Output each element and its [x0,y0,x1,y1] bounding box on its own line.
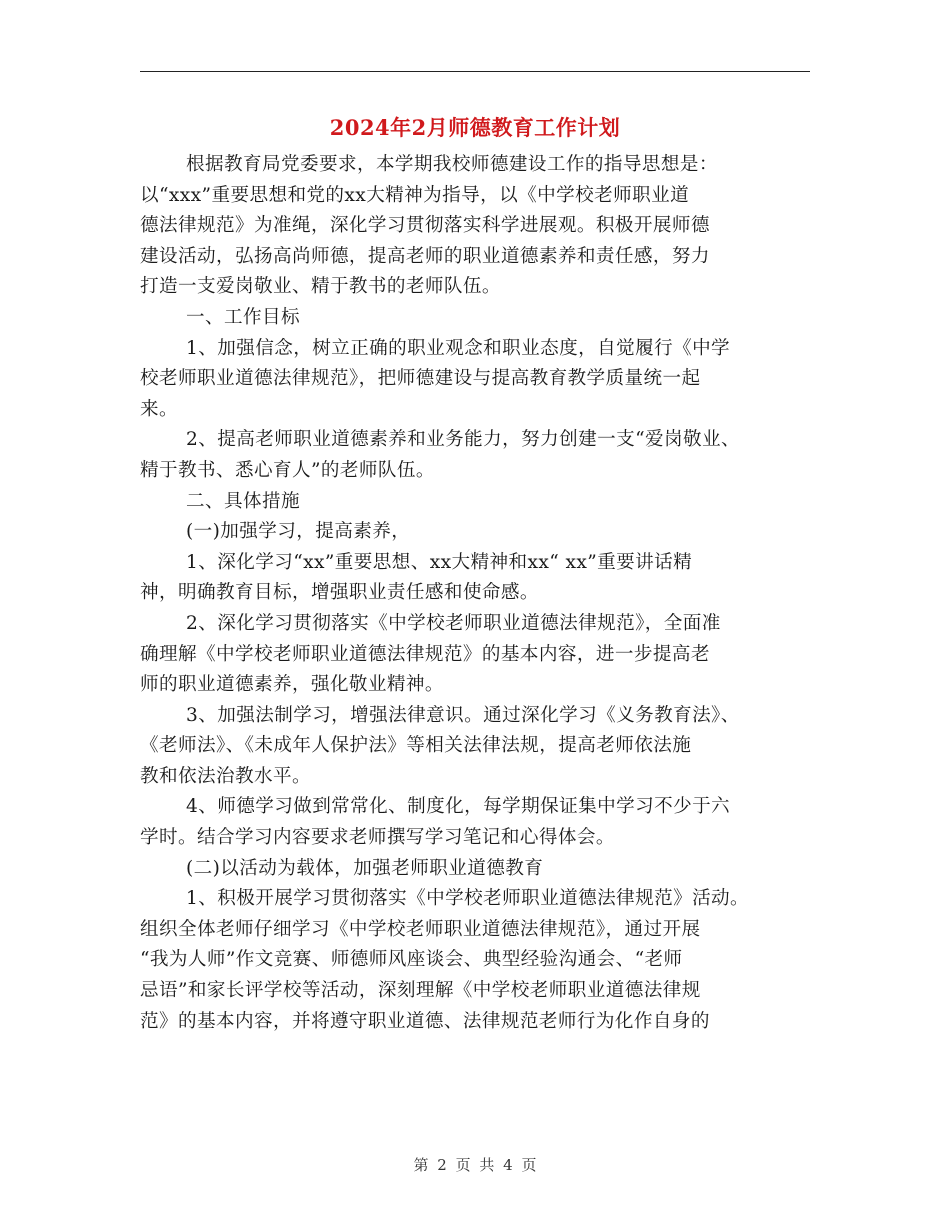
paragraph-line: 3、加强法制学习，增强法律意识。通过深化学习《义务教育法》、 [186,704,740,726]
paragraph-line: 精于教书、悉心育人”的老师队伍。 [140,459,435,481]
paragraph-line: 忌语”和家长评学校等活动，深刻理解《中学校老师职业道德法律规 [140,980,701,1002]
subsection-heading: (一)加强学习，提高素养， [186,521,411,543]
paragraph-line: 《老师法》、《未成年人保护法》等相关法律法规，提高老师依法施 [140,735,692,757]
paragraph-line: 根据教育局党委要求，本学期我校师德建设工作的指导思想是： [186,154,718,175]
paragraph-line: 师的职业道德素养，强化敬业精神。 [140,674,444,696]
body-text [140,150,810,1037]
paragraph-line: 1、深化学习“xx”重要思想、xx大精神和xx“ xx”重要讲话精 [186,551,693,573]
paragraph-line: 2、提高老师职业道德素养和业务能力，努力创建一支“爱岗敬业、 [186,429,740,451]
section-heading: 一、工作目标 [186,306,300,328]
paragraph-line: 校老师职业道德法律规范》，把师德建设与提高教育教学质量统一起 [140,368,701,390]
paragraph-line: 打造一支爱岗敬业、精于教书的老师队伍。 [140,276,501,298]
paragraph-line: 来。 [140,398,178,420]
paragraph-line: 以“xxx”重要思想和党的xx大精神为指导，以《中学校老师职业道 [140,184,690,206]
paragraph-line: 范》的基本内容，并将遵守职业道德、法律规范老师行为化作自身的 [140,1010,710,1032]
paragraph-line: 组织全体老师仔细学习《中学校老师职业道德法律规范》，通过开展 [140,918,701,940]
subsection-heading: (二)以活动为载体，加强老师职业道德教育 [186,857,544,879]
page-footer: 第 2 页 共 4 页 [413,1156,537,1174]
header-rule [140,71,810,72]
paragraph-line: 1、积极开展学习贯彻落实《中学校老师职业道德法律规范》活动。 [186,888,750,910]
paragraph-line: 教和依法治教水平。 [140,765,311,787]
paragraph-line: 学时。结合学习内容要求老师撰写学习笔记和心得体会。 [140,827,615,849]
paragraph-line: 4、师德学习做到常常化、制度化，每学期保证集中学习不少于六 [186,796,731,818]
paragraph-line: 神，明确教育目标，增强职业责任感和使命感。 [140,582,539,604]
paragraph-line: 2、深化学习贯彻落实《中学校老师职业道德法律规范》，全面准 [186,612,721,634]
paragraph-line: 德法律规范》为准绳，深化学习贯彻落实科学进展观。积极开展师德 [140,215,710,237]
section-heading: 二、具体措施 [186,490,300,512]
paragraph-line: 建设活动，弘扬高尚师德，提高老师的职业道德素养和责任感，努力 [140,245,710,267]
paragraph-line: “我为人师”作文竞赛、师德师风座谈会、典型经验沟通会、“老师 [140,949,683,971]
paragraph-line: 确理解《中学校老师职业道德法律规范》的基本内容，进一步提高老 [140,643,710,665]
page-title: 2024年2月师德教育工作计划 [329,115,621,140]
paragraph-line: 1、加强信念，树立正确的职业观念和职业态度，自觉履行《中学 [186,337,731,359]
